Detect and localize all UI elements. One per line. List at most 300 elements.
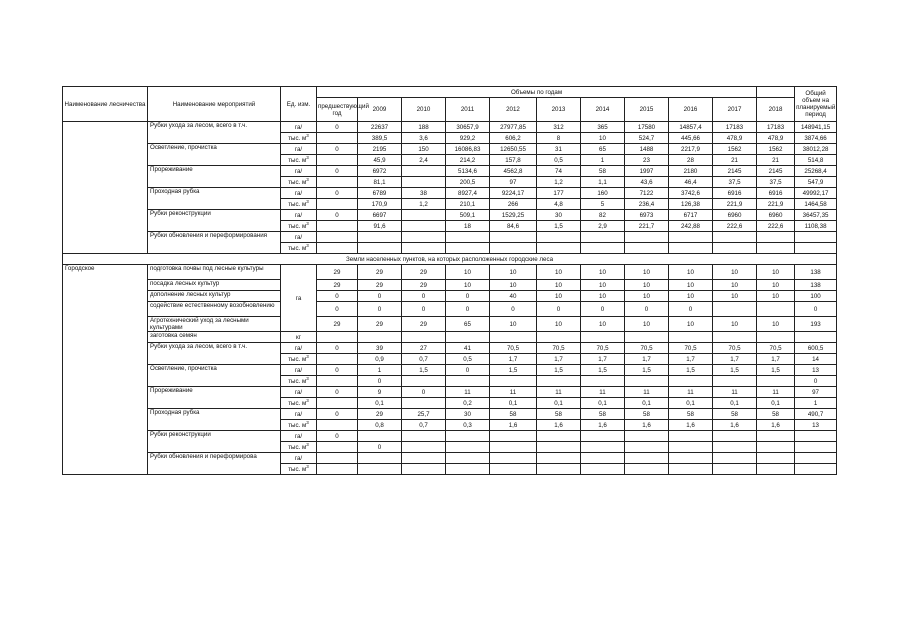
year-value: 1,5 bbox=[537, 365, 581, 376]
unit-cell bbox=[281, 376, 317, 387]
year-value bbox=[581, 232, 625, 243]
year-value: 11 bbox=[625, 387, 669, 398]
year-value: 1,1 bbox=[581, 177, 625, 188]
prev-year-value: 0 bbox=[317, 291, 358, 302]
year-value: 10 bbox=[581, 291, 625, 302]
empty-value bbox=[625, 332, 669, 343]
total-value: 13 bbox=[795, 420, 837, 431]
total-value: 138 bbox=[795, 280, 837, 291]
year-value: 58 bbox=[669, 409, 713, 420]
year-value: 6916 bbox=[757, 188, 795, 199]
year-value: 39 bbox=[358, 343, 402, 354]
year-value bbox=[358, 232, 402, 243]
year-value: 10 bbox=[581, 280, 625, 291]
total-value: 49992,17 bbox=[795, 188, 837, 199]
unit-cell: га bbox=[281, 265, 317, 332]
prev-year-value: 0 bbox=[317, 343, 358, 354]
unit-cell: га/ bbox=[281, 343, 317, 354]
year-value: 6789 bbox=[358, 188, 402, 199]
year-value: 0,5 bbox=[537, 155, 581, 166]
prev-year-value: 0 bbox=[317, 302, 358, 317]
year-value: 1,5 bbox=[669, 365, 713, 376]
year-value: 46,4 bbox=[669, 177, 713, 188]
year-value: 1,6 bbox=[625, 420, 669, 431]
year-value bbox=[490, 431, 537, 442]
year-value: 1,7 bbox=[537, 354, 581, 365]
year-value: 58 bbox=[490, 409, 537, 420]
year-value: 1 bbox=[581, 155, 625, 166]
year-value: 22637 bbox=[358, 122, 402, 133]
year-value: 478,9 bbox=[757, 133, 795, 144]
year-value: 29 bbox=[358, 409, 402, 420]
year-value bbox=[537, 232, 581, 243]
unit-text: тыс. м bbox=[288, 178, 307, 186]
prev-year-value: 0 bbox=[317, 166, 358, 177]
year-value: 126,38 bbox=[669, 199, 713, 210]
year-value: 1997 bbox=[625, 166, 669, 177]
total-value: 490,7 bbox=[795, 409, 837, 420]
year-value: 1562 bbox=[757, 144, 795, 155]
activity-name: Агротехнический уход за лесными культурами bbox=[148, 317, 281, 332]
year-value bbox=[446, 453, 490, 464]
year-value: 70,5 bbox=[625, 343, 669, 354]
year-value bbox=[446, 464, 490, 475]
year-value: 1,7 bbox=[625, 354, 669, 365]
empty-value bbox=[402, 332, 446, 343]
year-header: 2014 bbox=[581, 98, 625, 122]
year-value: 10 bbox=[669, 317, 713, 332]
unit-text: тыс. м bbox=[288, 156, 307, 164]
year-value bbox=[669, 464, 713, 475]
year-value: 37,5 bbox=[757, 177, 795, 188]
year-value bbox=[625, 431, 669, 442]
prev-year-value bbox=[317, 199, 358, 210]
year-value: 58 bbox=[713, 409, 757, 420]
table-row bbox=[63, 332, 837, 343]
year-value: 1,6 bbox=[581, 420, 625, 431]
year-value: 365 bbox=[581, 122, 625, 133]
year-value: 70,5 bbox=[713, 343, 757, 354]
year-value bbox=[713, 431, 757, 442]
year-value: 37,5 bbox=[713, 177, 757, 188]
year-header: 2013 bbox=[537, 98, 581, 122]
year-value: 70,5 bbox=[669, 343, 713, 354]
year-value: 0,1 bbox=[669, 398, 713, 409]
year-value: 10 bbox=[581, 317, 625, 332]
year-value: 23 bbox=[625, 155, 669, 166]
year-value: 0,3 bbox=[446, 420, 490, 431]
unit-cell bbox=[281, 354, 317, 365]
table-row bbox=[63, 387, 837, 398]
year-value: 0 bbox=[446, 302, 490, 317]
year-value bbox=[490, 442, 537, 453]
table-row bbox=[63, 280, 837, 291]
year-value: 4,8 bbox=[537, 199, 581, 210]
unit-superscript: 3 bbox=[306, 353, 309, 359]
year-value: 70,5 bbox=[757, 343, 795, 354]
empty-value bbox=[669, 332, 713, 343]
prev-year-value: 0 bbox=[317, 188, 358, 199]
year-value: 10 bbox=[490, 265, 537, 280]
activity-name: дополнение лесных культур bbox=[148, 291, 281, 302]
year-value: 0 bbox=[669, 302, 713, 317]
year-value bbox=[537, 376, 581, 387]
unit-cell bbox=[281, 221, 317, 232]
unit-cell: га/ bbox=[281, 409, 317, 420]
unit-superscript: 3 bbox=[306, 154, 309, 160]
year-value bbox=[537, 442, 581, 453]
empty-value bbox=[317, 332, 358, 343]
year-value bbox=[537, 464, 581, 475]
table-row bbox=[63, 343, 837, 354]
prev-year-value bbox=[317, 221, 358, 232]
year-header: 2016 bbox=[669, 98, 713, 122]
year-value: 28 bbox=[669, 155, 713, 166]
year-value: 16086,83 bbox=[446, 144, 490, 155]
year-value: 10 bbox=[490, 317, 537, 332]
prev-year-value: 29 bbox=[317, 280, 358, 291]
year-value bbox=[713, 376, 757, 387]
year-value: 6973 bbox=[625, 210, 669, 221]
activity-name: Рубки ухода за лесом, всего в т.ч. bbox=[148, 343, 281, 365]
prev-year-value bbox=[317, 177, 358, 188]
year-value: 1,5 bbox=[757, 365, 795, 376]
year-value: 84,6 bbox=[490, 221, 537, 232]
unit-cell: га/ bbox=[281, 144, 317, 155]
activity-name: Проходная рубка bbox=[148, 409, 281, 431]
year-value: 10 bbox=[757, 291, 795, 302]
year-value: 12650,55 bbox=[490, 144, 537, 155]
table-row bbox=[63, 317, 837, 332]
year-value: 70,5 bbox=[581, 343, 625, 354]
year-value: 17580 bbox=[625, 122, 669, 133]
table-row bbox=[63, 144, 837, 155]
year-value bbox=[402, 210, 446, 221]
year-value bbox=[402, 232, 446, 243]
year-value: 221,9 bbox=[713, 199, 757, 210]
year-value bbox=[446, 232, 490, 243]
unit-superscript: 3 bbox=[306, 176, 309, 182]
prev-year-value: 0 bbox=[317, 365, 358, 376]
year-value: 2145 bbox=[713, 166, 757, 177]
year-value: 11 bbox=[446, 387, 490, 398]
year-value: 1,5 bbox=[402, 365, 446, 376]
year-value bbox=[402, 166, 446, 177]
section-title-row bbox=[63, 254, 837, 265]
total-value: 514,8 bbox=[795, 155, 837, 166]
year-value: 10 bbox=[713, 265, 757, 280]
year-value: 30 bbox=[446, 409, 490, 420]
year-value: 10 bbox=[625, 291, 669, 302]
year-value: 1,7 bbox=[757, 354, 795, 365]
year-value: 0 bbox=[446, 291, 490, 302]
year-value bbox=[581, 464, 625, 475]
year-value: 43,6 bbox=[625, 177, 669, 188]
total-value: 25268,4 bbox=[795, 166, 837, 177]
unit-cell: га/ bbox=[281, 387, 317, 398]
year-value: 1,6 bbox=[713, 420, 757, 431]
forestry-plan-table bbox=[62, 86, 837, 475]
year-value bbox=[669, 431, 713, 442]
unit-text: тыс. м bbox=[288, 421, 307, 429]
year-value: 31 bbox=[537, 144, 581, 155]
year-value bbox=[490, 464, 537, 475]
year-value: 1,5 bbox=[713, 365, 757, 376]
activity-name: Рубки обновления и переформирова bbox=[148, 453, 281, 475]
year-value bbox=[713, 442, 757, 453]
unit-superscript: 3 bbox=[306, 441, 309, 447]
year-value: 11 bbox=[669, 387, 713, 398]
activity-name: посадка лесных культур bbox=[148, 280, 281, 291]
year-value: 10 bbox=[625, 280, 669, 291]
prev-year-value: 0 bbox=[317, 122, 358, 133]
year-value: 221,9 bbox=[757, 199, 795, 210]
year-value: 0 bbox=[358, 291, 402, 302]
year-value: 17183 bbox=[757, 122, 795, 133]
year-value bbox=[757, 442, 795, 453]
year-value bbox=[625, 464, 669, 475]
year-value: 6916 bbox=[713, 188, 757, 199]
year-value bbox=[581, 243, 625, 254]
activity-name: Осветление, прочистка bbox=[148, 144, 281, 166]
year-value: 242,88 bbox=[669, 221, 713, 232]
year-value: 150 bbox=[402, 144, 446, 155]
year-value: 170,9 bbox=[358, 199, 402, 210]
year-value: 8 bbox=[537, 133, 581, 144]
year-value bbox=[625, 232, 669, 243]
unit-cell: кг bbox=[281, 332, 317, 343]
year-value bbox=[757, 453, 795, 464]
year-value: 177 bbox=[537, 188, 581, 199]
volumes-by-year-header: Объемы по годам bbox=[317, 87, 757, 98]
year-value: 82 bbox=[581, 210, 625, 221]
year-value: 6960 bbox=[757, 210, 795, 221]
year-value bbox=[757, 243, 795, 254]
total-value: 14 bbox=[795, 354, 837, 365]
year-value: 2180 bbox=[669, 166, 713, 177]
unit-text: тыс. м bbox=[288, 244, 307, 252]
year-value: 0,1 bbox=[490, 398, 537, 409]
activity-name: Осветление, прочистка bbox=[148, 365, 281, 387]
total-value: 0 bbox=[795, 376, 837, 387]
year-header: 2015 bbox=[625, 98, 669, 122]
activity-name: Рубки ухода за лесом, всего в т.ч. bbox=[148, 122, 281, 144]
year-value: 10 bbox=[446, 280, 490, 291]
year-value: 8927,4 bbox=[446, 188, 490, 199]
year-value bbox=[446, 442, 490, 453]
year-value: 0,8 bbox=[358, 420, 402, 431]
year-value: 10 bbox=[581, 133, 625, 144]
year-value: 478,9 bbox=[713, 133, 757, 144]
total-value bbox=[795, 442, 837, 453]
year-value: 0,1 bbox=[581, 398, 625, 409]
year-value bbox=[581, 442, 625, 453]
year-value: 70,5 bbox=[537, 343, 581, 354]
total-value: 547,9 bbox=[795, 177, 837, 188]
year-value: 1562 bbox=[713, 144, 757, 155]
year-header: 2018 bbox=[757, 98, 795, 122]
unit-cell bbox=[281, 398, 317, 409]
empty-header-cell bbox=[757, 87, 795, 98]
year-value: 1,5 bbox=[581, 365, 625, 376]
year-value bbox=[402, 464, 446, 475]
unit-superscript: 3 bbox=[306, 242, 309, 248]
total-header: Общий объем на планируемый период bbox=[795, 87, 837, 122]
activity-name: подготовка почвы под лесные культуры bbox=[148, 265, 281, 280]
unit-cell: га/ bbox=[281, 210, 317, 221]
year-value: 1,2 bbox=[537, 177, 581, 188]
year-value: 25,7 bbox=[402, 409, 446, 420]
unit-cell bbox=[281, 133, 317, 144]
year-value: 10 bbox=[537, 280, 581, 291]
total-value: 36457,35 bbox=[795, 210, 837, 221]
table-row bbox=[63, 302, 837, 317]
year-value bbox=[402, 376, 446, 387]
year-value: 29 bbox=[358, 317, 402, 332]
year-value bbox=[446, 376, 490, 387]
year-value: 81,1 bbox=[358, 177, 402, 188]
year-value bbox=[713, 302, 757, 317]
header-row-1 bbox=[63, 87, 837, 98]
year-value: 1,7 bbox=[581, 354, 625, 365]
total-value bbox=[795, 232, 837, 243]
year-value bbox=[490, 453, 537, 464]
year-value: 38 bbox=[402, 188, 446, 199]
prev-year-value: 29 bbox=[317, 317, 358, 332]
year-value: 0,1 bbox=[757, 398, 795, 409]
year-value: 606,2 bbox=[490, 133, 537, 144]
year-value: 29 bbox=[402, 317, 446, 332]
year-value bbox=[402, 221, 446, 232]
year-value: 214,2 bbox=[446, 155, 490, 166]
year-value: 445,66 bbox=[669, 133, 713, 144]
year-value: 10 bbox=[625, 265, 669, 280]
prev-year-value: 0 bbox=[317, 431, 358, 442]
year-value: 266 bbox=[490, 199, 537, 210]
year-value: 6972 bbox=[358, 166, 402, 177]
year-value bbox=[402, 442, 446, 453]
year-value bbox=[402, 398, 446, 409]
year-value: 312 bbox=[537, 122, 581, 133]
year-value: 3,6 bbox=[402, 133, 446, 144]
year-value: 30657,9 bbox=[446, 122, 490, 133]
year-value bbox=[757, 302, 795, 317]
year-value: 1,5 bbox=[537, 221, 581, 232]
year-value: 9 bbox=[358, 387, 402, 398]
forestry-cell bbox=[63, 122, 148, 254]
year-value: 10 bbox=[490, 280, 537, 291]
year-value: 0 bbox=[581, 302, 625, 317]
year-value: 1,6 bbox=[757, 420, 795, 431]
year-value bbox=[669, 243, 713, 254]
year-value: 6717 bbox=[669, 210, 713, 221]
year-value: 6960 bbox=[713, 210, 757, 221]
year-value bbox=[402, 243, 446, 254]
activity-name: Прореживание bbox=[148, 387, 281, 409]
year-value: 10 bbox=[625, 317, 669, 332]
activity-name: Рубки реконструкции bbox=[148, 210, 281, 232]
unit-cell: га/ bbox=[281, 232, 317, 243]
col-activity-header: Наименование мероприятий bbox=[148, 87, 281, 122]
prev-year-value: 0 bbox=[317, 387, 358, 398]
year-value: 188 bbox=[402, 122, 446, 133]
table-row bbox=[63, 166, 837, 177]
year-value: 4562,8 bbox=[490, 166, 537, 177]
year-value: 10 bbox=[713, 317, 757, 332]
year-header: 2011 bbox=[446, 98, 490, 122]
table-row bbox=[63, 291, 837, 302]
prev-year-value: 0 bbox=[317, 210, 358, 221]
unit-cell bbox=[281, 199, 317, 210]
year-value bbox=[713, 464, 757, 475]
year-value: 10 bbox=[669, 265, 713, 280]
year-value: 1,7 bbox=[669, 354, 713, 365]
year-value: 18 bbox=[446, 221, 490, 232]
year-value bbox=[757, 431, 795, 442]
total-value: 1 bbox=[795, 398, 837, 409]
year-value: 58 bbox=[537, 409, 581, 420]
year-value bbox=[757, 232, 795, 243]
year-value: 0 bbox=[358, 442, 402, 453]
year-value bbox=[625, 442, 669, 453]
unit-superscript: 3 bbox=[306, 463, 309, 469]
section-title: Земли населенных пунктов, на которых расположенных городские леса bbox=[63, 254, 837, 265]
year-value: 11 bbox=[490, 387, 537, 398]
year-value: 1529,25 bbox=[490, 210, 537, 221]
year-value: 524,7 bbox=[625, 133, 669, 144]
prev-year-value bbox=[317, 243, 358, 254]
unit-text: тыс. м bbox=[288, 355, 307, 363]
year-value: 929,2 bbox=[446, 133, 490, 144]
year-value: 0,9 bbox=[358, 354, 402, 365]
table-row bbox=[63, 232, 837, 243]
prev-year-value: 0 bbox=[317, 144, 358, 155]
year-value: 1,6 bbox=[490, 420, 537, 431]
year-header: 2009 bbox=[358, 98, 402, 122]
year-value bbox=[669, 453, 713, 464]
year-header: 2010 bbox=[402, 98, 446, 122]
year-value: 236,4 bbox=[625, 199, 669, 210]
year-value bbox=[490, 376, 537, 387]
year-value: 10 bbox=[446, 265, 490, 280]
year-header: 2017 bbox=[713, 98, 757, 122]
activity-name: Рубки реконструкции bbox=[148, 431, 281, 453]
year-value: 2195 bbox=[358, 144, 402, 155]
total-value bbox=[795, 431, 837, 442]
empty-value bbox=[713, 332, 757, 343]
year-value: 10 bbox=[669, 291, 713, 302]
unit-cell: га/ bbox=[281, 166, 317, 177]
unit-cell bbox=[281, 420, 317, 431]
empty-value bbox=[358, 332, 402, 343]
unit-text: тыс. м bbox=[288, 222, 307, 230]
table-row bbox=[63, 122, 837, 133]
year-value bbox=[625, 243, 669, 254]
year-value bbox=[358, 453, 402, 464]
year-value bbox=[537, 431, 581, 442]
year-value: 10 bbox=[537, 317, 581, 332]
year-value: 157,8 bbox=[490, 155, 537, 166]
total-value: 38012,28 bbox=[795, 144, 837, 155]
unit-text: тыс. м bbox=[288, 377, 307, 385]
year-value: 3742,6 bbox=[669, 188, 713, 199]
year-value: 221,7 bbox=[625, 221, 669, 232]
year-value: 58 bbox=[625, 409, 669, 420]
year-header: 2012 bbox=[490, 98, 537, 122]
year-value: 10 bbox=[757, 317, 795, 332]
unit-superscript: 3 bbox=[306, 220, 309, 226]
year-value: 40 bbox=[490, 291, 537, 302]
